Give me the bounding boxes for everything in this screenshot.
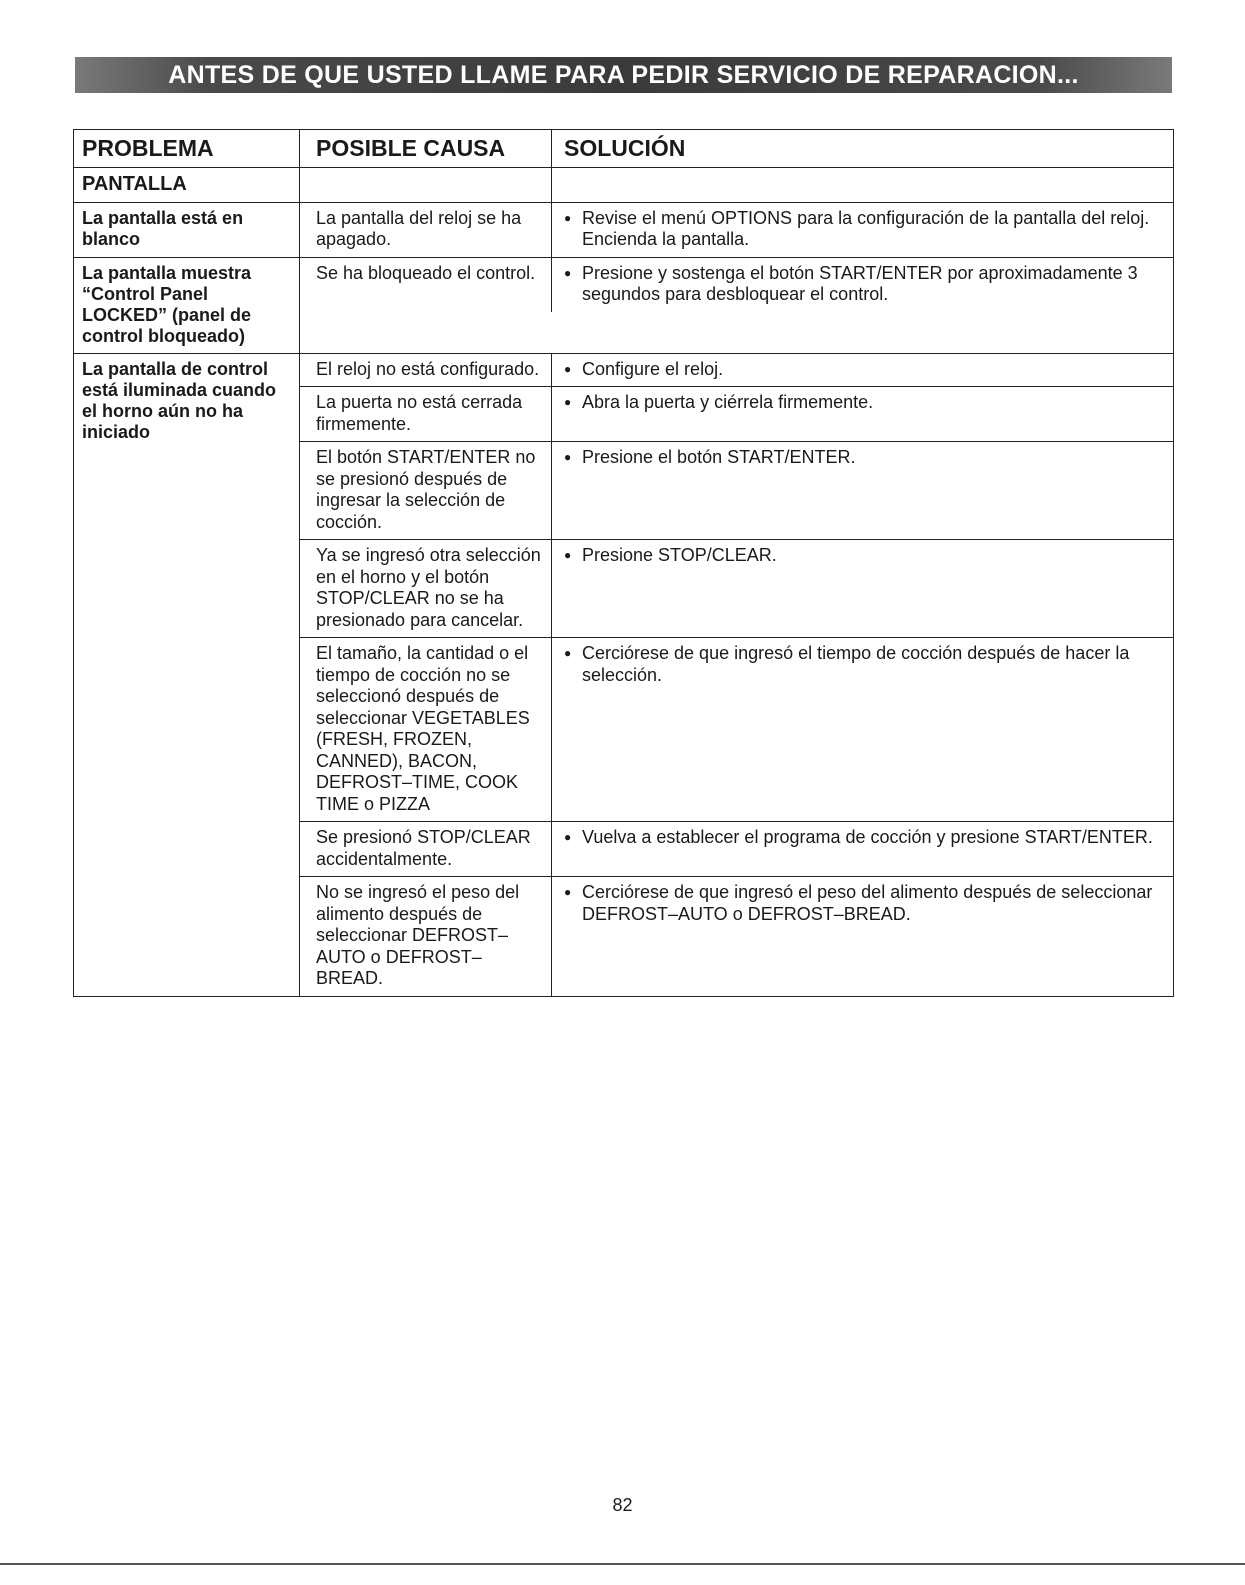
troubleshooting-table — [73, 129, 1174, 997]
solution-bullet — [564, 545, 1165, 567]
cause-solution-pair — [300, 354, 1173, 387]
bullet-icon: ● — [564, 265, 572, 280]
solution-cell — [552, 876, 1173, 996]
solution-text: Presione el botón START/ENTER. — [582, 447, 856, 467]
problem-cell: La pantalla muestra “Control Panel LOCKED” (panel de control bloqueado) — [74, 258, 300, 353]
cause-solution-pair — [300, 203, 1173, 257]
bullet-icon: ● — [564, 361, 572, 376]
cause-cell: El tamaño, la cantidad o el tiempo de cocción no se seleccionó después de seleccionar VEGETABLES (FRESH, FROZEN, CANNED), BACON, DEFROST–TIME, COOK TIME o PIZZA — [300, 637, 552, 821]
cause-solution-pair — [300, 539, 1173, 637]
bullet-icon: ● — [564, 885, 572, 899]
solution-bullet — [564, 643, 1165, 686]
problem-cell: La pantalla de control está iluminada cuando el horno aún no ha iniciado — [74, 354, 300, 996]
solution-bullet — [564, 447, 1165, 469]
solution-text: Cerciórese de que ingresó el tiempo de cocción después de hacer la selección. — [582, 643, 1130, 685]
cause-solution-group — [300, 354, 1173, 996]
section-empty-solution — [552, 168, 1173, 202]
solution-cell — [552, 386, 1173, 441]
cause-cell: Se presionó STOP/CLEAR accidentalmente. — [300, 821, 552, 876]
solution-bullet — [564, 392, 1165, 414]
page-number: 82 — [612, 1495, 633, 1515]
cause-solution-group — [300, 258, 1173, 353]
bullet-icon: ● — [564, 646, 572, 660]
bullet-icon: ● — [564, 450, 572, 464]
page-banner: ANTES DE QUE USTED LLAME PARA PEDIR SERVICIO DE REPARACION... — [75, 57, 1172, 93]
solution-cell — [552, 258, 1173, 312]
solution-cell — [552, 637, 1173, 821]
cause-solution-pair — [300, 821, 1173, 876]
section-title: PANTALLA — [74, 168, 300, 202]
solution-bullet — [564, 208, 1165, 251]
cause-solution-pair — [300, 386, 1173, 441]
cause-cell: No se ingresó el peso del alimento después de seleccionar DEFROST–AUTO o DEFROST–BREAD. — [300, 876, 552, 996]
solution-bullet — [564, 827, 1165, 849]
header-solucion: SOLUCIÓN — [564, 135, 686, 161]
solution-text: Cerciórese de que ingresó el peso del alimento después de seleccionar DEFROST–AUTO o DEFROST–BREAD. — [582, 882, 1153, 924]
cause-cell: El botón START/ENTER no se presionó después de ingresar la selección de cocción. — [300, 441, 552, 539]
solution-text: Revise el menú OPTIONS para la configuración de la pantalla del reloj. Encienda la pantalla. — [582, 207, 1150, 249]
bullet-icon: ● — [564, 210, 572, 225]
section-row — [74, 167, 1173, 202]
cause-cell: Se ha bloqueado el control. — [300, 258, 552, 312]
solution-bullet — [564, 359, 1165, 381]
solution-bullet — [564, 263, 1165, 306]
solution-text: Vuelva a establecer el programa de cocción y presione START/ENTER. — [582, 827, 1153, 847]
section-empty-cause — [300, 168, 552, 202]
solution-cell — [552, 354, 1173, 387]
solution-text: Abra la puerta y ciérrela firmemente. — [582, 392, 874, 412]
cause-solution-group — [300, 203, 1173, 257]
solution-cell — [552, 821, 1173, 876]
header-posible-causa: POSIBLE CAUSA — [300, 130, 552, 167]
table-row — [74, 202, 1173, 257]
bullet-icon: ● — [564, 548, 572, 562]
cause-cell: El reloj no está configurado. — [300, 354, 552, 387]
bullet-icon: ● — [564, 395, 572, 409]
solution-cell — [552, 441, 1173, 539]
problem-cell: La pantalla está en blanco — [74, 203, 300, 257]
table-header-row — [74, 130, 1173, 167]
bottom-rule — [0, 1563, 1245, 1565]
cause-solution-pair — [300, 258, 1173, 312]
table-row — [74, 353, 1173, 996]
cause-cell: La pantalla del reloj se ha apagado. — [300, 203, 552, 257]
solution-text: Presione STOP/CLEAR. — [582, 545, 777, 565]
solution-cell — [552, 203, 1173, 257]
solution-text: Presione y sostenga el botón START/ENTER por aproximadamente 3 segundos para desbloquear el control. — [582, 262, 1138, 304]
solution-text: Configure el reloj. — [582, 358, 724, 379]
cause-cell: Ya se ingresó otra selección en el horno y el botón STOP/CLEAR no se ha presionado para cancelar. — [300, 539, 552, 637]
cause-solution-pair — [300, 637, 1173, 821]
solution-bullet — [564, 882, 1165, 925]
cause-solution-pair — [300, 876, 1173, 996]
rows-container — [74, 202, 1173, 996]
header-problema: PROBLEMA — [74, 130, 300, 167]
cause-solution-pair — [300, 441, 1173, 539]
cause-cell: La puerta no está cerrada firmemente. — [300, 386, 552, 441]
table-row — [74, 257, 1173, 353]
bullet-icon: ● — [564, 830, 572, 844]
solution-cell — [552, 539, 1173, 637]
